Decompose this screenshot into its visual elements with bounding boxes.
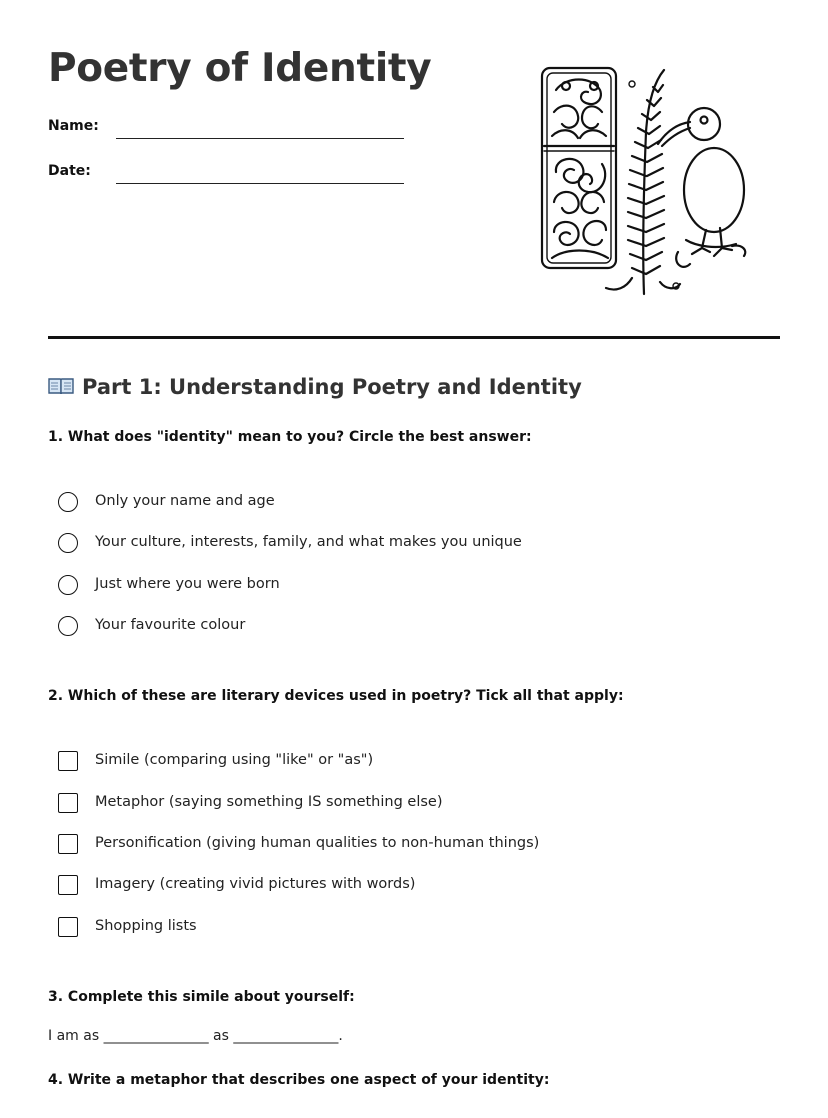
- q1-option-label: Only your name and age: [95, 493, 275, 509]
- radio-circle[interactable]: [58, 492, 78, 512]
- radio-circle[interactable]: [58, 575, 78, 595]
- q1-option-label: Your favourite colour: [95, 617, 246, 633]
- section-divider: [48, 336, 780, 339]
- checkbox[interactable]: [58, 875, 78, 895]
- question-3-prompt: 3. Complete this simile about yourself:: [48, 989, 355, 1005]
- q1-option-label: Just where you were born: [95, 576, 280, 592]
- checkbox[interactable]: [58, 917, 78, 937]
- part1-heading: [48, 375, 582, 399]
- q2-option-label: Imagery (creating vivid pictures with words): [95, 876, 416, 892]
- q2-option-label: Shopping lists: [95, 918, 197, 934]
- radio-circle[interactable]: [58, 616, 78, 636]
- maori-carving-fern-kiwi-illustration: [536, 62, 752, 300]
- checkbox[interactable]: [58, 793, 78, 813]
- q2-option-label: Simile (comparing using "like" or "as"): [95, 752, 374, 768]
- simile-fill-in-line[interactable]: I am as _______________ as _______________.: [48, 1028, 343, 1044]
- part1-title: Part 1: Understanding Poetry and Identity: [82, 375, 582, 399]
- checkbox[interactable]: [58, 751, 78, 771]
- carved-panel-icon: [542, 68, 616, 268]
- question-4-prompt: 4. Write a metaphor that describes one aspect of your identity:: [48, 1072, 550, 1088]
- question-1-prompt: 1. What does "identity" mean to you? Circle the best answer:: [48, 429, 532, 445]
- question-2-prompt: 2. Which of these are literary devices used in poetry? Tick all that apply:: [48, 688, 624, 704]
- kiwi-bird-icon: [658, 108, 745, 267]
- q1-option-label: Your culture, interests, family, and what makes you unique: [95, 534, 522, 550]
- name-label: Name:: [48, 118, 99, 134]
- checkbox[interactable]: [58, 834, 78, 854]
- page-title: Poetry of Identity: [48, 46, 432, 91]
- open-book-icon: [48, 376, 74, 396]
- q2-option-label: Personification (giving human qualities to non-human things): [95, 835, 540, 851]
- q2-option-label: Metaphor (saying something IS something else): [95, 794, 443, 810]
- radio-circle[interactable]: [58, 533, 78, 553]
- date-label: Date:: [48, 163, 91, 179]
- name-line[interactable]: [116, 138, 404, 139]
- date-line[interactable]: [116, 183, 404, 184]
